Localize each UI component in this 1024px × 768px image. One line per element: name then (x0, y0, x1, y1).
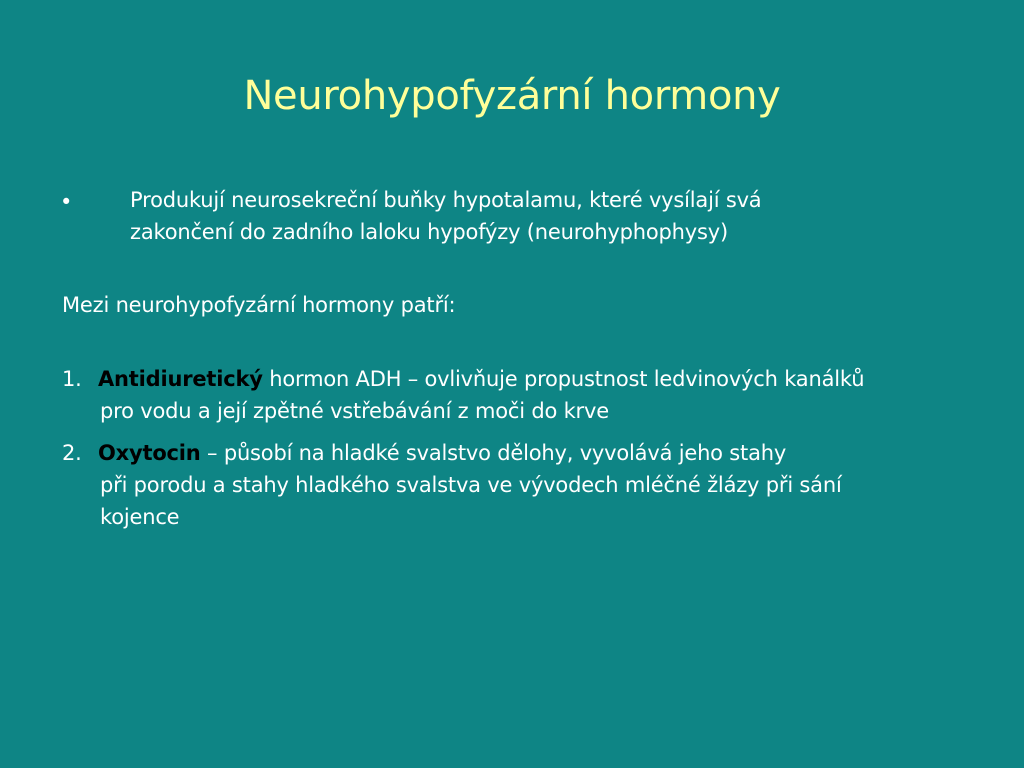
item-continuation: pro vodu a její zpětné vstřebávání z moči do krve (100, 399, 609, 423)
bullet-text (130, 184, 990, 248)
item-text: – působí na hladké svalstvo dělohy, vyvolává jeho stahy (200, 441, 787, 465)
slide-title: Neurohypofyzární hormony (243, 73, 781, 119)
intro-text: Mezi neurohypofyzární hormony patří: (62, 293, 456, 317)
bullet-line-1: Produkují neurosekreční buňky hypotalamu, které vysílají svá (130, 188, 762, 212)
hormone-term: Oxytocin (98, 441, 201, 465)
list-item-adh (62, 363, 992, 427)
item-text: hormon ADH – ovlivňuje propustnost ledvinových kanálků (262, 367, 865, 391)
list-item-oxytocin (62, 437, 992, 533)
item-continuation: kojence (100, 505, 180, 529)
hormone-term: Antidiuretický (98, 367, 263, 391)
list-number: 2. (62, 441, 82, 465)
list-item-line (62, 363, 992, 395)
bullet-line-2: zakončení do zadního laloku hypofýzy (neurohyphophysy) (130, 220, 728, 244)
list-item-line (62, 437, 992, 469)
item-continuation: při porodu a stahy hladkého svalstva ve vývodech mléčné žlázy při sání (100, 473, 842, 497)
list-number: 1. (62, 367, 82, 391)
bullet-marker: • (60, 190, 73, 214)
